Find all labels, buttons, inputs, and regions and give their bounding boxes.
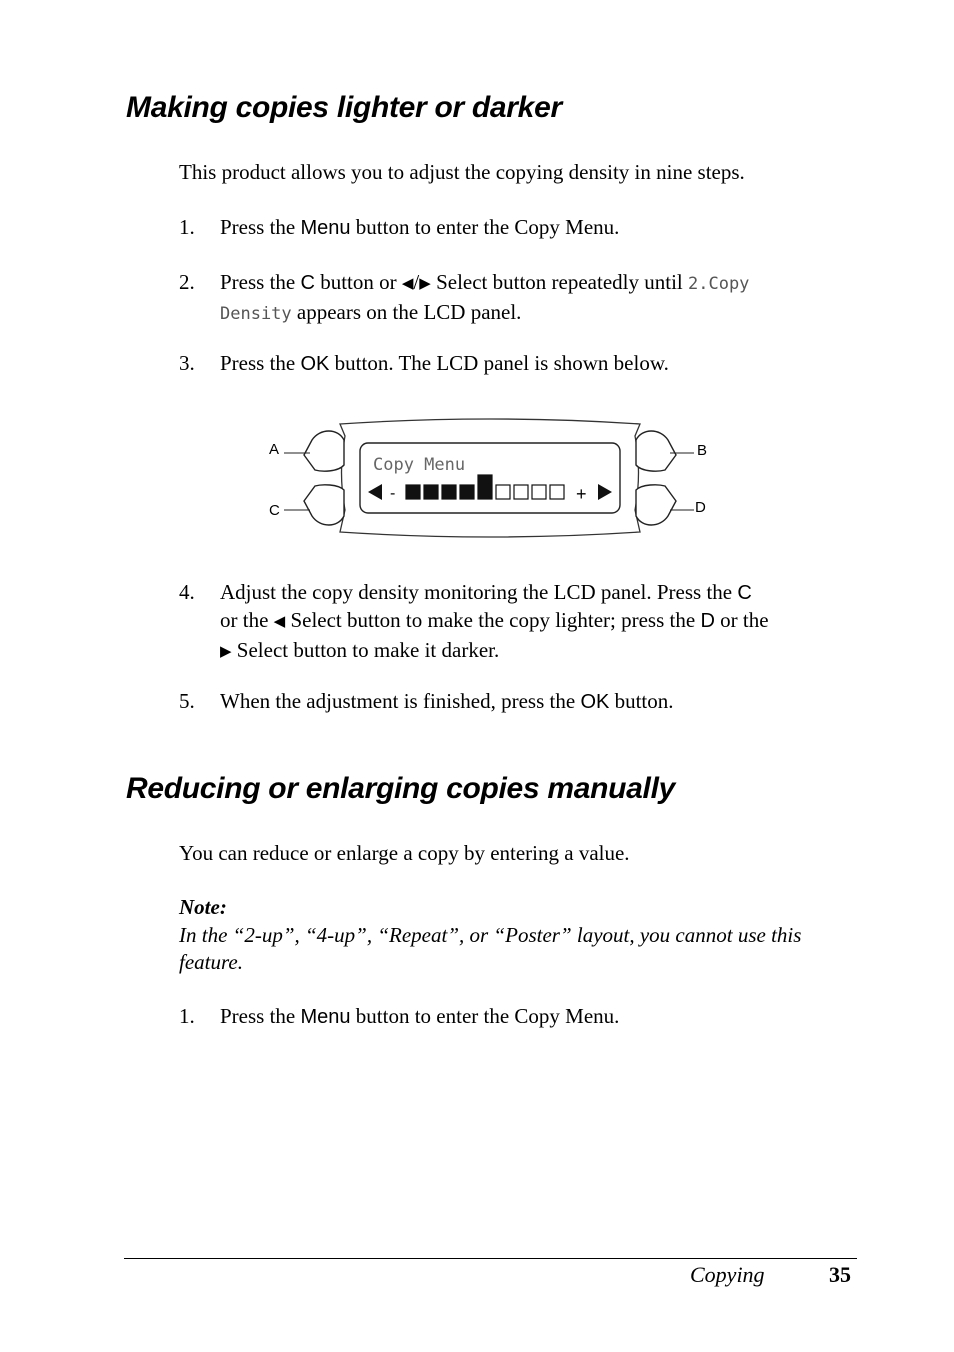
c-key-label: C — [737, 582, 752, 604]
step-text: Press the OK button. The LCD panel is shown below. — [220, 351, 669, 375]
label-a: A — [269, 441, 280, 458]
menu-key-label: Menu — [300, 217, 351, 239]
density-step — [424, 485, 438, 499]
button-b — [636, 431, 676, 471]
density-step-current — [478, 475, 492, 499]
lcd-text-copy: 2.Copy — [688, 274, 750, 294]
note-body: In the “2-up”, “4-up”, “Repeat”, or “Poster” layout, you cannot use this feature. — [179, 923, 802, 974]
ok-key-label: OK — [300, 353, 330, 375]
density-step — [514, 485, 528, 499]
section-heading-reduce-enlarge: Reducing or enlarging copies manually — [126, 772, 676, 805]
step-number: 1. — [179, 215, 195, 239]
note-title: Note: — [179, 895, 227, 919]
left-arrow-icon: ◀ — [401, 276, 414, 292]
step-number: 1. — [179, 1004, 195, 1028]
intro-paragraph: This product allows you to adjust the copying density in nine steps. — [179, 160, 745, 184]
footer-section-name: Copying — [690, 1262, 765, 1287]
label-d: D — [695, 499, 706, 516]
lcd-minus: - — [390, 485, 396, 502]
density-step — [532, 485, 546, 499]
button-d — [636, 485, 676, 525]
step-number: 5. — [179, 689, 195, 713]
section-heading-lighter-darker: Making copies lighter or darker — [126, 91, 562, 124]
lcd-right-arrow-icon — [598, 484, 612, 500]
step-number: 3. — [179, 351, 195, 375]
lcd-plus: + — [576, 484, 587, 504]
lcd-screen-title: Copy Menu — [373, 455, 466, 475]
step-text: Press the C button or ◀/▶ Select button repeatedly until 2.Copy Density appears on the LCD panel. — [220, 270, 750, 324]
right-arrow-icon: ▶ — [419, 276, 431, 292]
right-arrow-icon: ▶ — [220, 644, 232, 660]
menu-key-label: Menu — [300, 1006, 351, 1028]
intro-paragraph-2: You can reduce or enlarge a copy by entering a value. — [179, 841, 630, 865]
step-text: Press the Menu button to enter the Copy Menu. — [220, 1004, 620, 1028]
label-b: B — [697, 442, 708, 459]
label-c: C — [269, 502, 280, 519]
footer-rule — [124, 1258, 857, 1259]
c-key-label: C — [300, 272, 315, 294]
footer-page-number: 35 — [829, 1262, 851, 1287]
step-text: Press the Menu button to enter the Copy Menu. — [220, 215, 620, 239]
d-key-label: D — [700, 610, 715, 632]
step-text: When the adjustment is finished, press the OK button. — [220, 689, 674, 713]
button-a — [304, 431, 344, 471]
density-bar — [406, 475, 564, 499]
step-number: 2. — [179, 270, 195, 294]
density-step — [460, 485, 474, 499]
button-c — [304, 485, 344, 525]
left-arrow-icon: ◀ — [273, 614, 286, 630]
step-number: 4. — [179, 580, 195, 604]
lcd-panel-figure — [260, 410, 720, 550]
density-step — [550, 485, 564, 499]
lcd-left-arrow-icon — [368, 484, 382, 500]
density-step — [406, 485, 420, 499]
lcd-text-density: Density — [220, 304, 292, 324]
ok-key-label: OK — [580, 691, 610, 713]
density-step — [496, 485, 510, 499]
density-step — [442, 485, 456, 499]
step-text: Adjust the copy density monitoring the LCD panel. Press the C or the ◀ Select button to make the copy lighter; press the D or the ▶ Select button to make it darker. — [220, 580, 769, 662]
